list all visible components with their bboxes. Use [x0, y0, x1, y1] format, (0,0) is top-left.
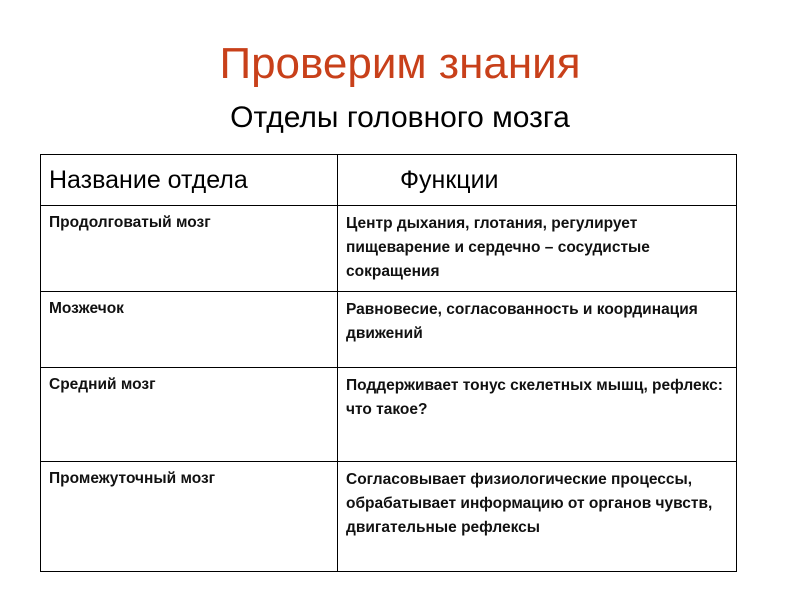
row-section-name: Продолговатый мозг: [41, 206, 338, 292]
brain-sections-table: [40, 154, 737, 572]
column-header-name: Название отдела: [41, 155, 338, 206]
column-header-functions: Функции: [338, 155, 737, 206]
row-section-function: Поддерживает тонус скелетных мышц, рефлекс: что такое?: [338, 368, 737, 462]
row-section-name: Средний мозг: [41, 368, 338, 462]
row-section-function: Согласовывает физиологические процессы, обрабатывает информацию от органов чувств, двигательные рефлексы: [338, 462, 737, 572]
row-section-name: Промежуточный мозг: [41, 462, 338, 572]
table-row: [41, 462, 737, 572]
page-subtitle: Отделы головного мозга: [230, 101, 570, 134]
table-row: [41, 292, 737, 368]
page-title: Проверим знания: [219, 39, 581, 88]
row-section-name: Мозжечок: [41, 292, 338, 368]
table-header-row: [41, 155, 737, 206]
table-row: [41, 206, 737, 292]
row-section-function: Равновесие, согласованность и координация движений: [338, 292, 737, 368]
table-row: [41, 368, 737, 462]
row-section-function: Центр дыхания, глотания, регулирует пищеварение и сердечно – сосудистые сокращения: [338, 206, 737, 292]
